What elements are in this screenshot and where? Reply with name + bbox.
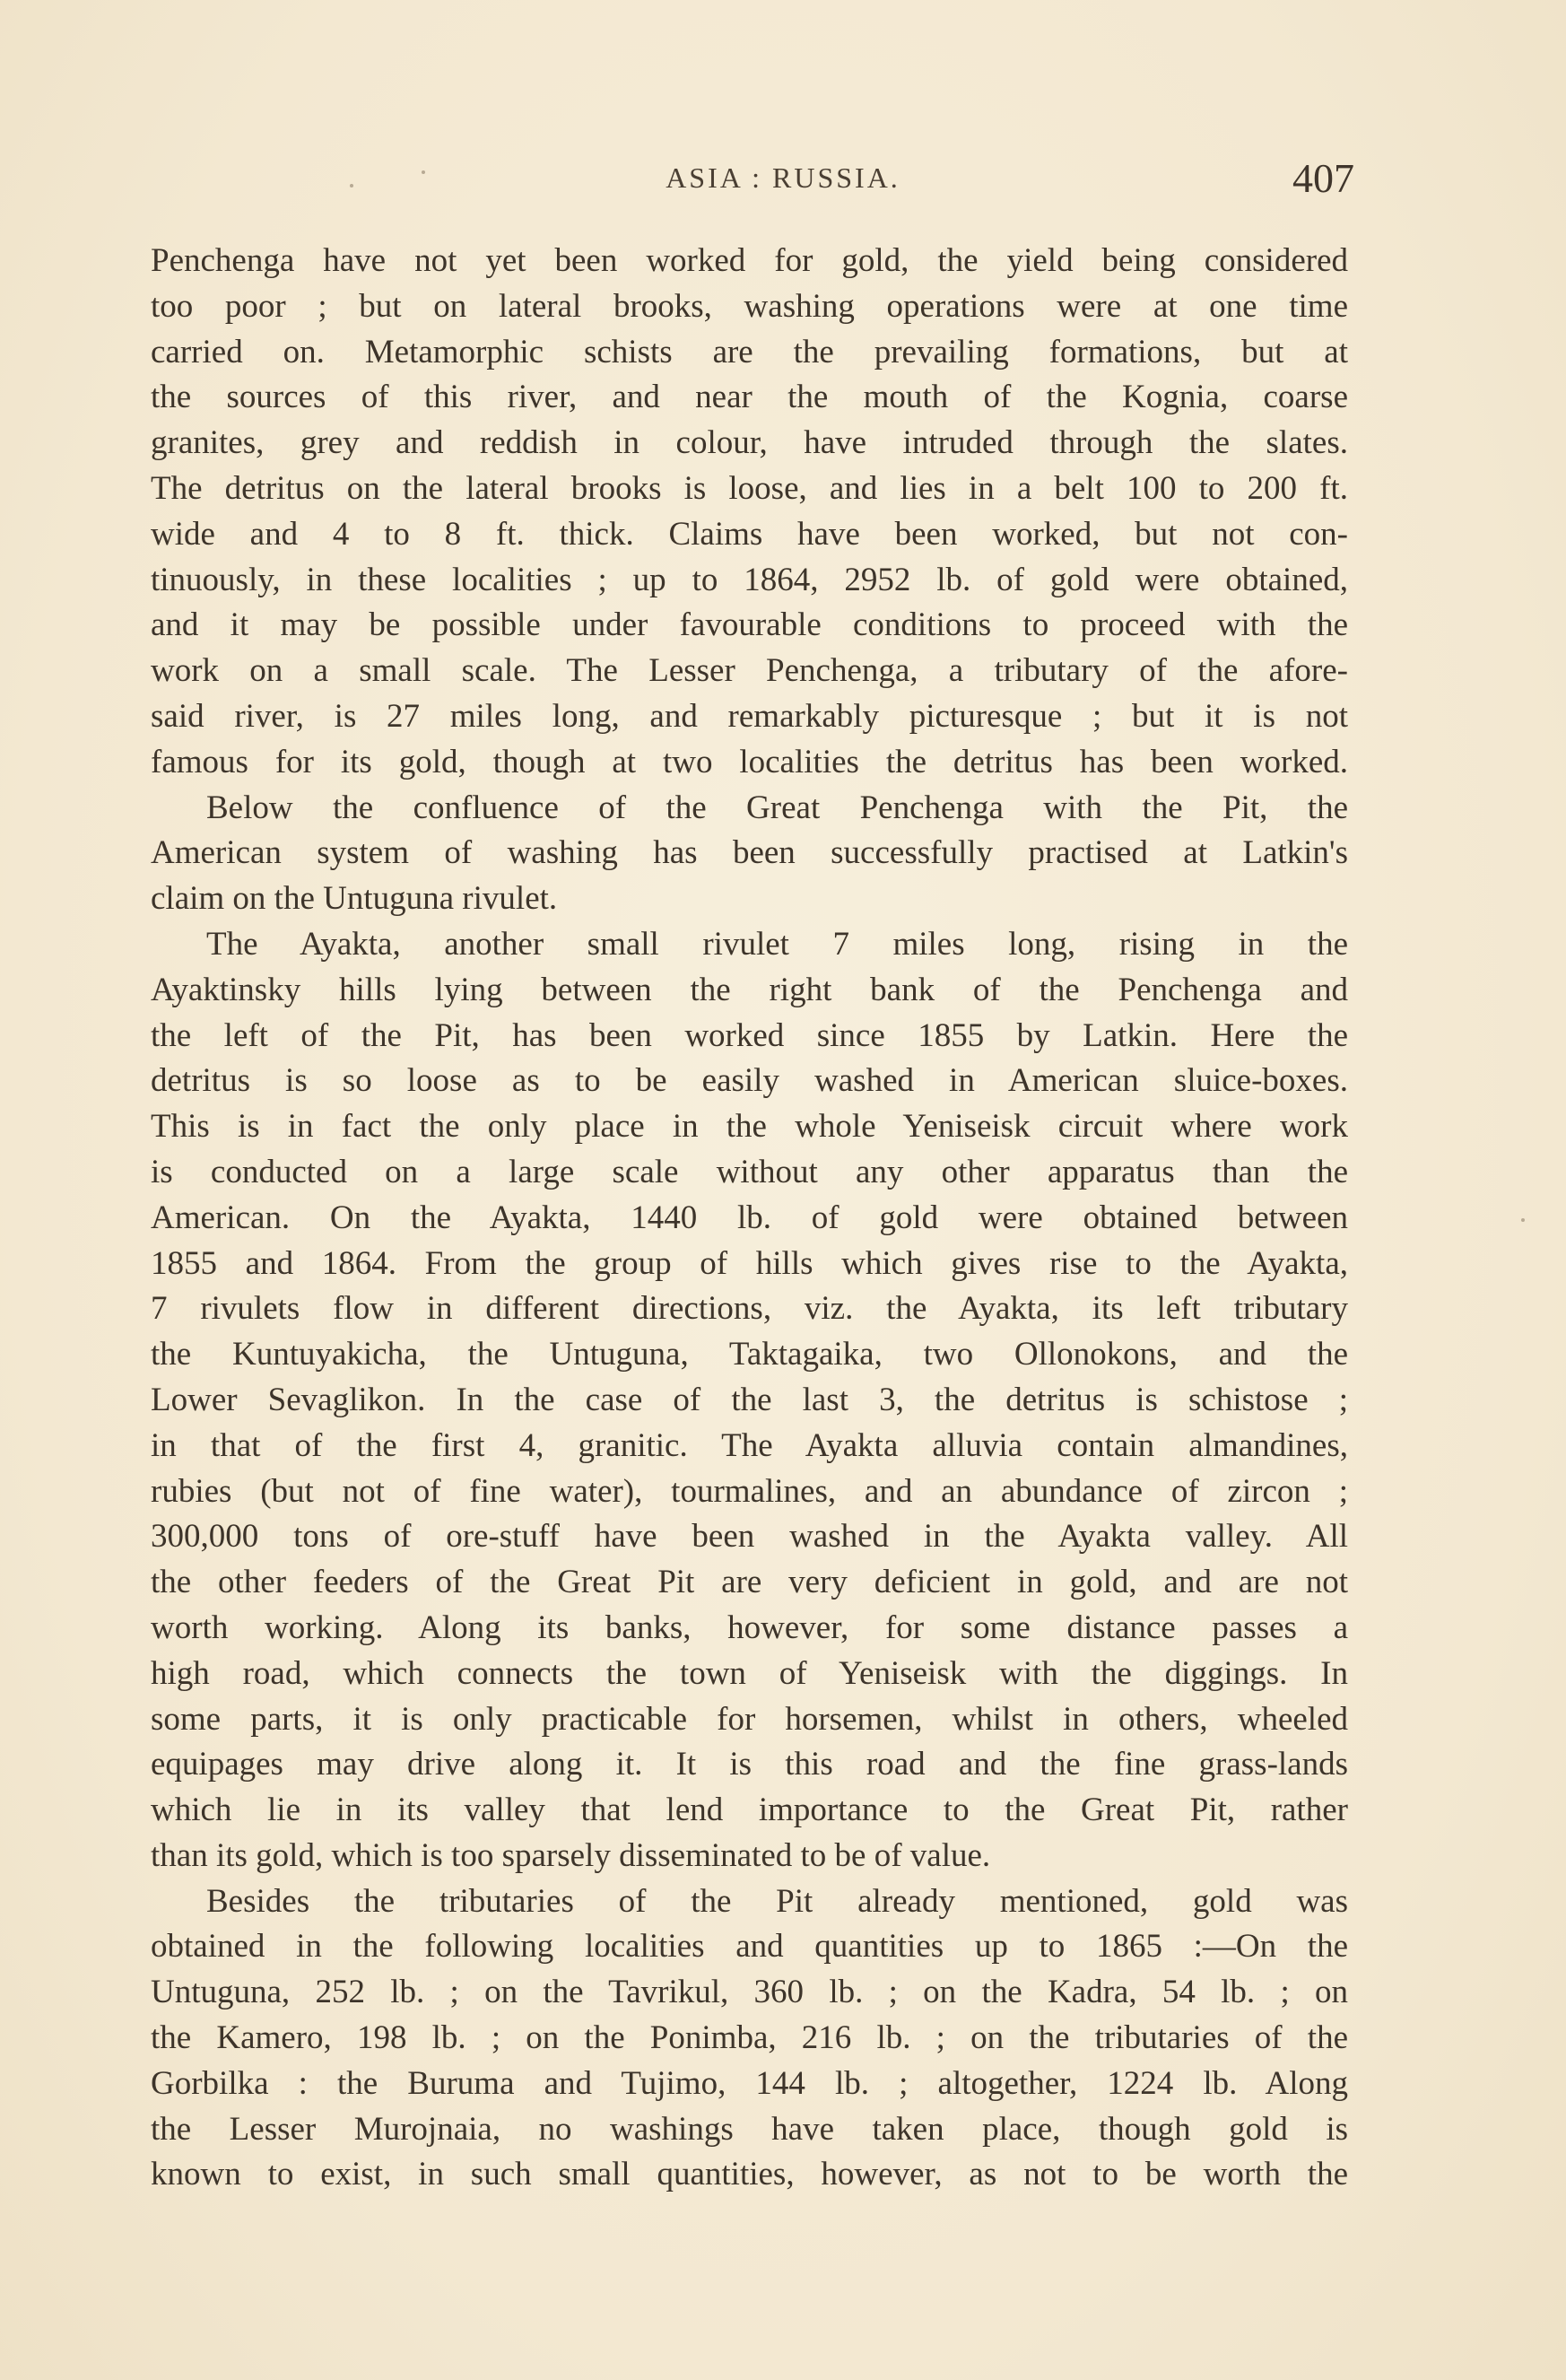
text-line: the Kamero, 198 lb. ; on the Ponimba, 216 lb. ; on the tributaries of the — [151, 2019, 1348, 2057]
text-line: The Ayakta, another small rivulet 7 miles long, rising in the — [206, 925, 1348, 963]
text-line: some parts, it is only practicable for horsemen, whilst in others, wheeled — [151, 1700, 1348, 1738]
text-line: Penchenga have not yet been worked for gold, the yield being considered — [151, 242, 1348, 279]
text-line: 300,000 tons of ore-stuff have been washed in the Ayakta valley. All — [151, 1518, 1348, 1556]
text-line: 7 rivulets flow in different directions, viz. the Ayakta, its left tributary — [151, 1290, 1348, 1328]
text-line: said river, is 27 miles long, and remarkably picturesque ; but it is not — [151, 697, 1348, 735]
print-speck — [422, 170, 425, 174]
text-line: the Lesser Murojnaia, no washings have taken place, though gold is — [151, 2110, 1348, 2148]
text-line: This is in fact the only place in the whole Yeniseisk circuit where work — [151, 1108, 1348, 1146]
text-line: The detritus on the lateral brooks is loose, and lies in a belt 100 to 200 ft. — [151, 469, 1348, 507]
text-line: which lie in its valley that lend importance to the Great Pit, rather — [151, 1792, 1348, 1829]
text-line: Untuguna, 252 lb. ; on the Tavrikul, 360 lb. ; on the Kadra, 54 lb. ; on — [151, 1974, 1348, 2011]
text-line: than its gold, which is too sparsely disseminated to be of value. — [151, 1836, 991, 1874]
text-line: the sources of this river, and near the mouth of the Kognia, coarse — [151, 379, 1348, 416]
text-line: rubies (but not of fine water), tourmalines, and an abundance of zircon ; — [151, 1472, 1348, 1510]
text-line: wide and 4 to 8 ft. thick. Claims have been worked, but not con- — [151, 515, 1348, 553]
page-number: 407 — [1292, 155, 1354, 201]
text-line: and it may be possible under favourable conditions to proceed with the — [151, 606, 1348, 644]
text-line: tinuously, in these localities ; up to 1864, 2952 lb. of gold were obtained, — [151, 561, 1348, 598]
text-line: granites, grey and reddish in colour, have intruded through the slates. — [151, 424, 1348, 462]
text-line: obtained in the following localities and quantities up to 1865 :—On the — [151, 1928, 1348, 1966]
text-line: Ayaktinsky hills lying between the right bank of the Penchenga and — [151, 971, 1348, 1008]
text-line: Besides the tributaries of the Pit already mentioned, gold was — [206, 1882, 1348, 1920]
text-line: worth working. Along its banks, however, for some distance passes a — [151, 1608, 1348, 1646]
text-line: the other feeders of the Great Pit are very deficient in gold, and are not — [151, 1564, 1348, 1601]
running-title: ASIA : RUSSIA. — [666, 161, 900, 194]
text-line: known to exist, in such small quantities, however, as not to be worth the — [151, 2156, 1348, 2193]
text-line: American system of washing has been successfully practised at Latkin's — [151, 834, 1348, 872]
print-speck — [1521, 1218, 1525, 1222]
text-line: the Kuntuyakicha, the Untuguna, Taktagaika, two Ollonokons, and the — [151, 1336, 1348, 1373]
text-line: equipages may drive along it. It is this road and the fine grass-lands — [151, 1746, 1348, 1783]
text-line: carried on. Metamorphic schists are the prevailing formations, but at — [151, 333, 1348, 371]
text-line: too poor ; but on lateral brooks, washing operations were at one time — [151, 287, 1348, 325]
text-line: Below the confluence of the Great Penchenga with the Pit, the — [206, 789, 1348, 826]
text-line: Gorbilka : the Buruma and Tujimo, 144 lb. ; altogether, 1224 lb. Along — [151, 2064, 1348, 2102]
text-line: American. On the Ayakta, 1440 lb. of gold were obtained between — [151, 1199, 1348, 1236]
print-speck — [350, 184, 353, 187]
text-line: is conducted on a large scale without any other apparatus than the — [151, 1153, 1348, 1190]
text-line: detritus is so loose as to be easily washed in American sluice-boxes. — [151, 1062, 1348, 1100]
text-line: work on a small scale. The Lesser Penchenga, a tributary of the afore- — [151, 652, 1348, 690]
text-line: the left of the Pit, has been worked since 1855 by Latkin. Here the — [151, 1016, 1348, 1054]
text-line: Lower Sevaglikon. In the case of the last 3, the detritus is schistose ; — [151, 1381, 1348, 1418]
text-line: claim on the Untuguna rivulet. — [151, 880, 558, 918]
text-line: 1855 and 1864. From the group of hills which gives rise to the Ayakta, — [151, 1244, 1348, 1282]
text-line: high road, which connects the town of Yeniseisk with the diggings. In — [151, 1654, 1348, 1692]
text-line: in that of the first 4, granitic. The Ayakta alluvia contain almandines, — [151, 1426, 1348, 1464]
text-line: famous for its gold, though at two localities the detritus has been worked. — [151, 743, 1348, 780]
body-text — [151, 239, 1348, 2198]
running-head — [0, 155, 1566, 205]
